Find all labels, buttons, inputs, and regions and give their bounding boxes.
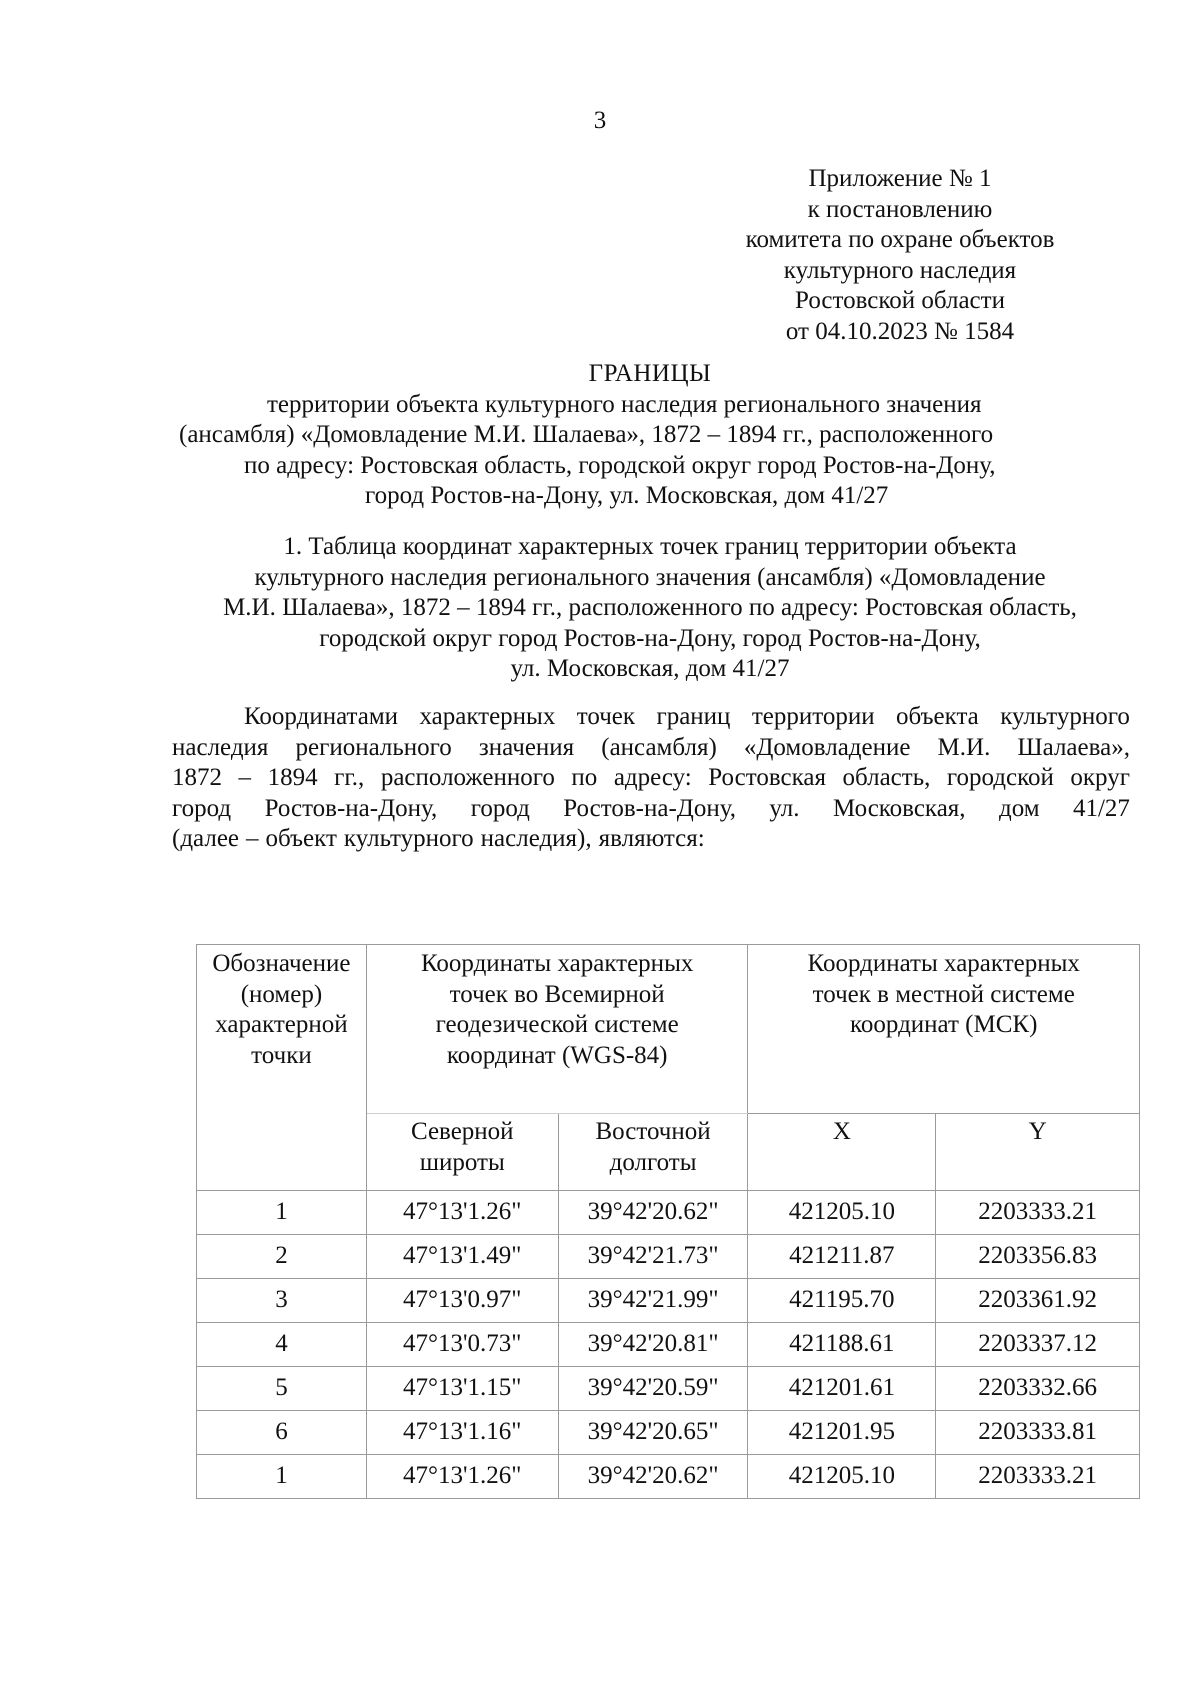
cell-longitude: 39°42'20.62" xyxy=(558,1191,748,1235)
cell-point: 4 xyxy=(197,1323,367,1367)
header-text: точек во Всемирной xyxy=(449,980,665,1008)
cell-y: 2203356.83 xyxy=(936,1235,1140,1279)
appendix-line: от 04.10.2023 № 1584 xyxy=(785,317,1015,345)
cell-x: 421205.10 xyxy=(748,1455,936,1499)
appendix-block xyxy=(706,164,1094,347)
page-number: 3 xyxy=(593,107,607,134)
paragraph-line: (далее – объект культурного наследия), являются: xyxy=(172,825,705,852)
cell-longitude: 39°42'20.81" xyxy=(558,1323,748,1367)
cell-latitude: 47°13'1.15" xyxy=(366,1367,558,1411)
appendix-line: культурного наследия xyxy=(783,256,1017,284)
title-heading: ГРАНИЦЫ xyxy=(588,360,712,387)
coordinates-table xyxy=(196,944,1140,1499)
cell-y: 2203332.66 xyxy=(936,1367,1140,1411)
section-line: ул. Московская, дом 41/27 xyxy=(510,655,790,682)
header-text: Координаты характерных xyxy=(807,950,1080,977)
header-north-latitude xyxy=(366,1114,558,1191)
title-line: по адресу: Ростовская область, городской округ город Ростов-на-Дону, xyxy=(244,451,996,479)
cell-x: 421201.61 xyxy=(748,1367,936,1411)
cell-y: 2203333.21 xyxy=(936,1191,1140,1235)
cell-point: 2 xyxy=(197,1235,367,1279)
cell-point: 1 xyxy=(197,1455,367,1499)
paragraph-line: наследия регионального значения (ансамбля) «Домовладение М.И. Шалаева», xyxy=(172,733,1130,761)
cell-longitude: 39°42'21.73" xyxy=(558,1235,748,1279)
cell-x: 421201.95 xyxy=(748,1411,936,1455)
cell-longitude: 39°42'20.65" xyxy=(558,1411,748,1455)
paragraph-line: Координатами характерных точек границ территории объекта культурного xyxy=(244,703,1130,730)
header-wgs84 xyxy=(366,945,748,1114)
header-text: Восточной xyxy=(595,1118,711,1145)
header-text: Координаты характерных xyxy=(420,950,694,977)
cell-latitude: 47°13'1.16" xyxy=(366,1411,558,1455)
cell-point: 3 xyxy=(197,1279,367,1323)
title-line: (ансамбля) «Домовладение М.И. Шалаева», 1872 – 1894 гг., расположенного xyxy=(179,421,994,448)
header-x: X xyxy=(748,1114,936,1191)
header-text: долготы xyxy=(609,1148,697,1176)
section-line: М.И. Шалаева», 1872 – 1894 гг., расположенного по адресу: Ростовская область, xyxy=(223,594,1077,621)
appendix-line: комитета по охране объектов xyxy=(745,226,1055,253)
title-line: город Ростов-на-Дону, ул. Московская, дом 41/27 xyxy=(365,482,889,509)
cell-longitude: 39°42'21.99" xyxy=(558,1279,748,1323)
appendix-line: Ростовской области xyxy=(795,287,1005,314)
header-text: Северной xyxy=(410,1118,514,1145)
header-east-longitude xyxy=(558,1114,748,1191)
header-text: (номер) xyxy=(240,980,323,1008)
header-text: координат (WGS-84) xyxy=(446,1041,668,1069)
header-text: геодезической системе xyxy=(435,1011,679,1038)
section-line: 1. Таблица координат характерных точек границ территории объекта xyxy=(283,533,1017,560)
header-y: Y xyxy=(936,1114,1140,1191)
cell-longitude: 39°42'20.62" xyxy=(558,1455,748,1499)
header-text: характерной xyxy=(215,1011,348,1038)
cell-latitude: 47°13'0.97" xyxy=(366,1279,558,1323)
cell-y: 2203333.21 xyxy=(936,1455,1140,1499)
cell-latitude: 47°13'1.26" xyxy=(366,1191,558,1235)
table-row xyxy=(197,1191,1140,1235)
table-row xyxy=(197,1455,1140,1499)
cell-x: 421188.61 xyxy=(748,1323,936,1367)
table-row xyxy=(197,1367,1140,1411)
cell-point: 6 xyxy=(197,1411,367,1455)
cell-latitude: 47°13'0.73" xyxy=(366,1323,558,1367)
cell-point: 5 xyxy=(197,1367,367,1411)
paragraph-line: 1872 – 1894 гг., расположенного по адресу: Ростовская область, городской округ xyxy=(172,764,1130,791)
cell-longitude: 39°42'20.59" xyxy=(558,1367,748,1411)
section-heading xyxy=(150,532,1150,685)
paragraph-line: город Ростов-на-Дону, город Ростов-на-Дону, ул. Московская, дом 41/27 xyxy=(172,794,1130,822)
header-text: точек в местной системе xyxy=(812,980,1075,1008)
header-text: координат (МСК) xyxy=(850,1011,1038,1038)
cell-latitude: 47°13'1.26" xyxy=(366,1455,558,1499)
table-row xyxy=(197,1323,1140,1367)
header-text: широты xyxy=(419,1148,505,1176)
cell-y: 2203337.12 xyxy=(936,1323,1140,1367)
section-line: городской округ город Ростов-на-Дону, город Ростов-на-Дону, xyxy=(319,624,981,652)
cell-x: 421205.10 xyxy=(748,1191,936,1235)
cell-point: 1 xyxy=(197,1191,367,1235)
section-line: культурного наследия регионального значения (ансамбля) «Домовладение xyxy=(254,563,1046,591)
cell-x: 421195.70 xyxy=(748,1279,936,1323)
table-row xyxy=(197,1235,1140,1279)
appendix-line: Приложение № 1 xyxy=(808,165,992,192)
cell-x: 421211.87 xyxy=(748,1235,936,1279)
table-row xyxy=(197,1411,1140,1455)
header-point-number xyxy=(197,945,367,1191)
cell-y: 2203361.92 xyxy=(936,1279,1140,1323)
header-msk xyxy=(748,945,1140,1114)
header-text: точки xyxy=(251,1041,312,1069)
table-row xyxy=(197,1279,1140,1323)
cell-latitude: 47°13'1.49" xyxy=(366,1235,558,1279)
body-paragraph xyxy=(172,702,1130,855)
title-line: территории объекта культурного наследия регионального значения xyxy=(267,390,982,418)
cell-y: 2203333.81 xyxy=(936,1411,1140,1455)
document-title xyxy=(150,359,1150,512)
appendix-line: к постановлению xyxy=(807,195,993,223)
header-text: Обозначение xyxy=(212,950,351,977)
